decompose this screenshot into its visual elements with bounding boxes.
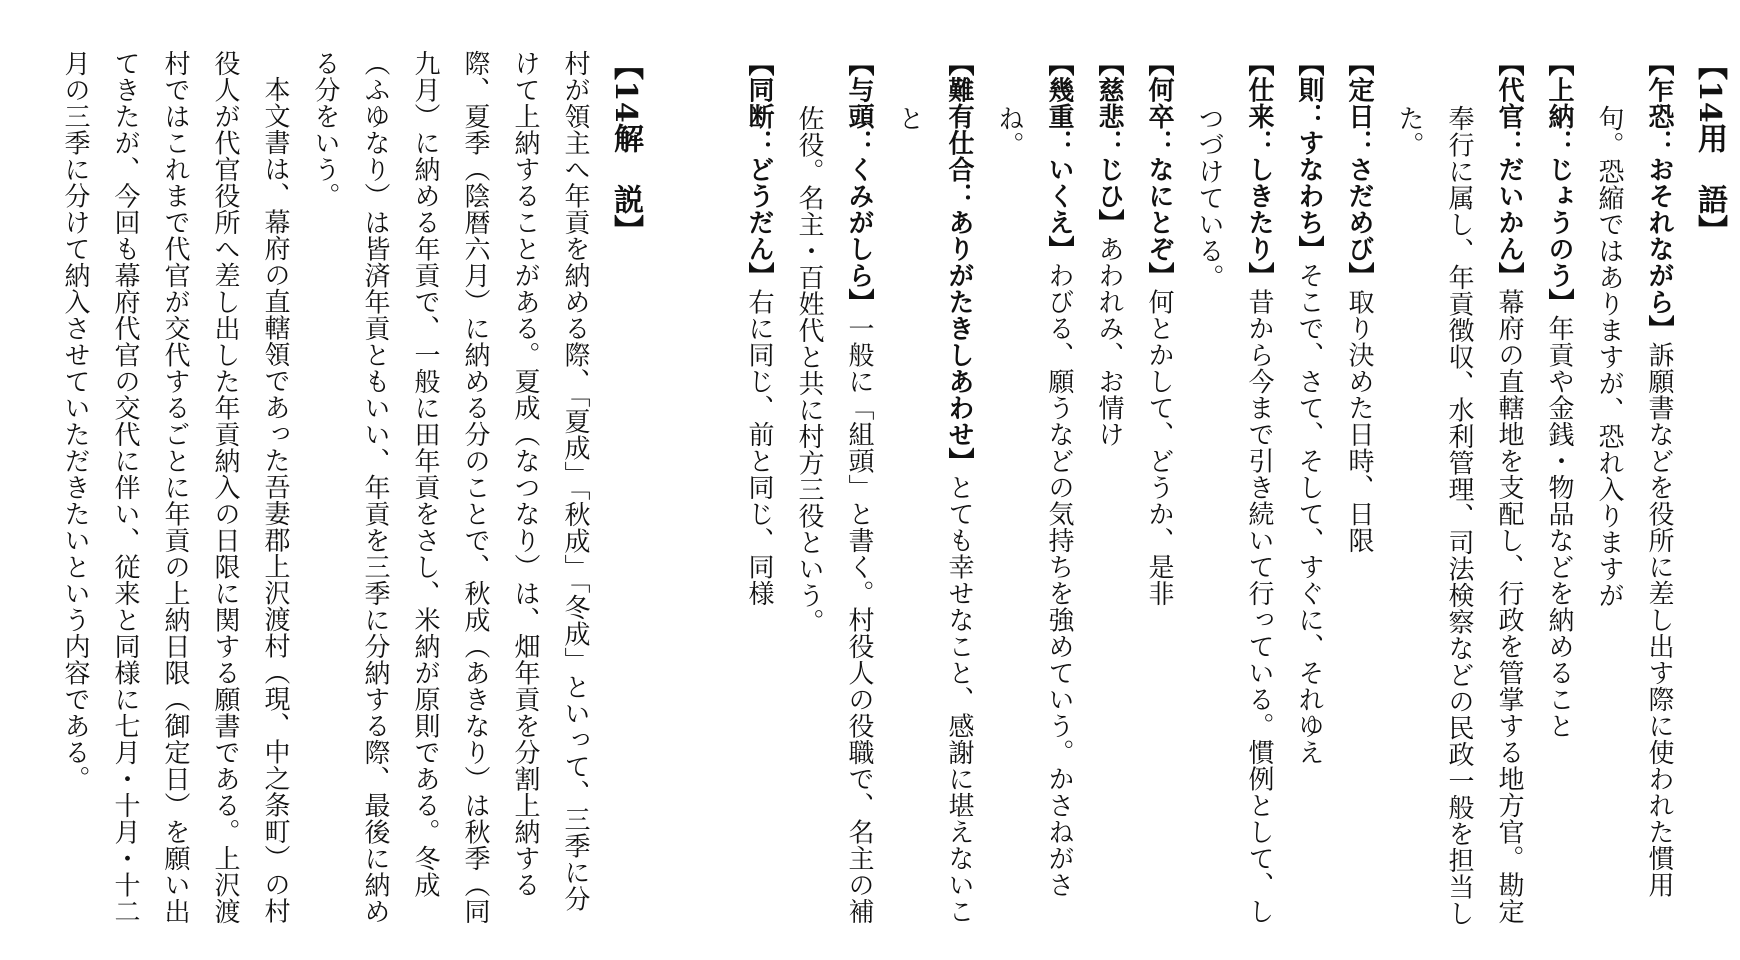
glossary-term: 【上納：じょうのう】 (1544, 50, 1574, 315)
glossary-definition: 年貢や金銭・物品などを納めること (1544, 315, 1574, 739)
glossary-heading: 【14用 語】 (1692, 50, 1727, 246)
glossary-term: 【仕来：しきたり】 (1244, 50, 1274, 289)
glossary-definition: 訴願書などを役所に差し出す際に使われた慣用句。恐縮ではありますが、恐れ入りますが (1594, 104, 1674, 898)
glossary-definition: 右に同じ、前と同じ、同様 (744, 288, 774, 607)
glossary-definition: 昔から今まで引き続いて行っている。慣例として、しつづけている。 (1194, 104, 1274, 925)
glossary-entry (1084, 50, 1134, 930)
glossary-term: 【難有仕合：ありがたきしあわせ】 (944, 50, 974, 474)
glossary-term: 【同断：どうだん】 (744, 50, 774, 289)
commentary-paragraph: 本文書は、幕府の直轄領であった吾妻郡上沢渡村（現、中之条町）の村役人が代官役所へ差し出した年貢納入の日限に関する願書である。上沢渡村ではこれまで代官が交代するごとに年貢の上納日限（御定日）を願い出てきたが、今回も幕府代官の交代に伴い、従来と同様に七月・十月・十二月の三季に分けて納入させていただきたいという内容である。 (60, 50, 290, 925)
glossary-definition: そこで、さて、そして、すぐに、それゆえ (1294, 262, 1324, 766)
glossary-definition: わびる、願うなどの気持ちを強めていう。かさねがさね。 (994, 104, 1074, 898)
glossary-definition: 幕府の直轄地を支配し、行政を管掌する地方官。勘定奉行に属し、年貢徴収、水利管理、司法検察などの民政一般を担当した。 (1394, 104, 1524, 927)
glossary-entry (1284, 50, 1334, 930)
glossary-entry (884, 50, 984, 930)
glossary-entry (1334, 50, 1384, 930)
glossary-entry (1134, 50, 1184, 930)
commentary-section (30, 50, 650, 930)
glossary-term: 【何卒：なにとぞ】 (1144, 50, 1174, 289)
glossary-entry (1184, 50, 1284, 930)
glossary-entry (984, 50, 1084, 930)
glossary-definition: 取り決めた日時、日限 (1344, 288, 1374, 554)
glossary-term: 【代官：だいかん】 (1494, 50, 1524, 289)
glossary-definition: あわれみ、お情け (1094, 235, 1124, 448)
glossary-term: 【乍恐：おそれながら】 (1644, 50, 1674, 342)
glossary-definition: とても幸せなこと、感謝に堪えないこと (894, 104, 974, 925)
glossary-term: 【幾重：いくえ】 (1044, 50, 1074, 262)
glossary-term: 【定日：さだめび】 (1344, 50, 1374, 289)
glossary-term: 【与頭：くみがしら】 (844, 50, 874, 315)
glossary-term: 【則：すなわち】 (1294, 50, 1324, 262)
glossary-section (714, 50, 1734, 930)
glossary-entry (1384, 50, 1534, 930)
glossary-definition: 一般に「組頭」と書く。村役人の役職で、名主の補佐役。名主・百姓代と共に村方三役という。 (794, 104, 874, 925)
glossary-entry (1534, 50, 1584, 930)
glossary-term: 【慈悲：じひ】 (1094, 50, 1124, 236)
glossary-entry (734, 50, 784, 930)
glossary-entry (1584, 50, 1684, 930)
commentary-paragraph: 村が領主へ年貢を納める際、「夏成」「秋成」「冬成」といって、三季に分けて上納することがある。夏成（なつなり）は、畑年貢を分割上納する際、夏季（陰暦六月）に納める分のことで、秋成（あきなり）は秋季（同九月）に納める年貢で、一般に田年貢をさし、米納が原則である。冬成（ふゆなり）は皆済年貢ともいい、年貢を三季に分納する際、最後に納める分をいう。 (310, 50, 590, 925)
glossary-entry (784, 50, 884, 930)
commentary-heading: 【14解 説】 (608, 50, 643, 246)
glossary-definition: 何とかして、どうか、是非 (1144, 288, 1174, 607)
